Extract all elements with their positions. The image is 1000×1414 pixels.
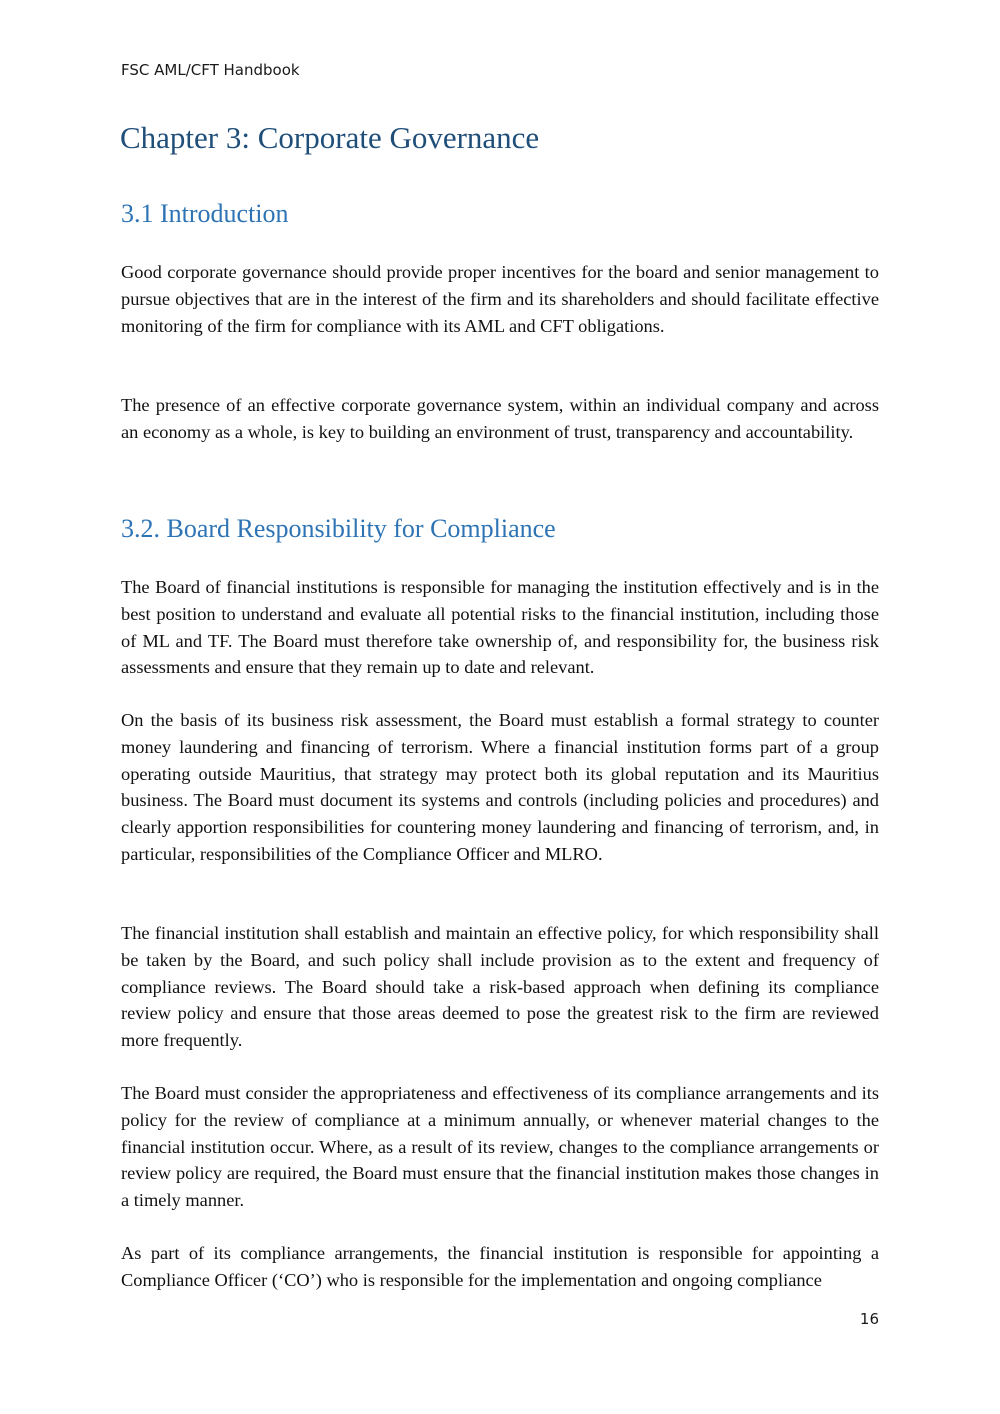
paragraph: The Board must consider the appropriateness and effectiveness of its compliance arrangements and its policy for the review of compliance at a minimum annually, or whenever material changes to the financial institution occur. Where, as a result of its review, changes to the compliance arrangements or review policy are required, the Board must ensure that the financial institution makes those changes in a timely manner.: [121, 1083, 879, 1211]
running-header: FSC AML/CFT Handbook: [121, 61, 300, 79]
chapter-title: Chapter 3: Corporate Governance: [120, 120, 540, 155]
paragraph: As part of its compliance arrangements, the financial institution is responsible for appointing a Compliance Officer (‘CO’) who is responsible for the implementation and ongoing compliance: [121, 1243, 879, 1290]
paragraph: The Board of financial institutions is responsible for managing the institution effectively and is in the best position to understand and evaluate all potential risks to the financial institution, including those of ML and TF. The Board must therefore take ownership of, and responsibility for, the business risk assessments and ensure that they remain up to date and relevant.: [121, 577, 879, 678]
paragraph: On the basis of its business risk assessment, the Board must establish a formal strategy to counter money laundering and financing of terrorism. Where a financial institution forms part of a group operating outside Mauritius, that strategy may protect both its global reputation and its Mauritius business. The Board must document its systems and controls (including policies and procedures) and clearly apportion responsibilities for countering money laundering and financing of terrorism, and, in particular, responsibilities of the Compliance Officer and MLRO.: [121, 710, 879, 864]
paragraph: The presence of an effective corporate governance system, within an individual company and across an economy as a whole, is key to building an environment of trust, transparency and accountability.: [121, 395, 879, 442]
page-number: 16: [859, 1310, 879, 1328]
paragraph: The financial institution shall establish and maintain an effective policy, for which responsibility shall be taken by the Board, and such policy shall include provision as to the extent and frequency of compliance reviews. The Board should take a risk-based approach when defining its compliance review policy and ensure that those areas deemed to pose the greatest risk to the firm are reviewed more frequently.: [121, 923, 879, 1051]
paragraph: Good corporate governance should provide proper incentives for the board and senior management to pursue objectives that are in the interest of the firm and its shareholders and should facilitate effective monitoring of the firm for compliance with its AML and CFT obligations.: [121, 262, 879, 336]
section-heading-board-responsibility: 3.2. Board Responsibility for Compliance: [121, 514, 556, 543]
section-heading-introduction: 3.1 Introduction: [121, 199, 289, 228]
